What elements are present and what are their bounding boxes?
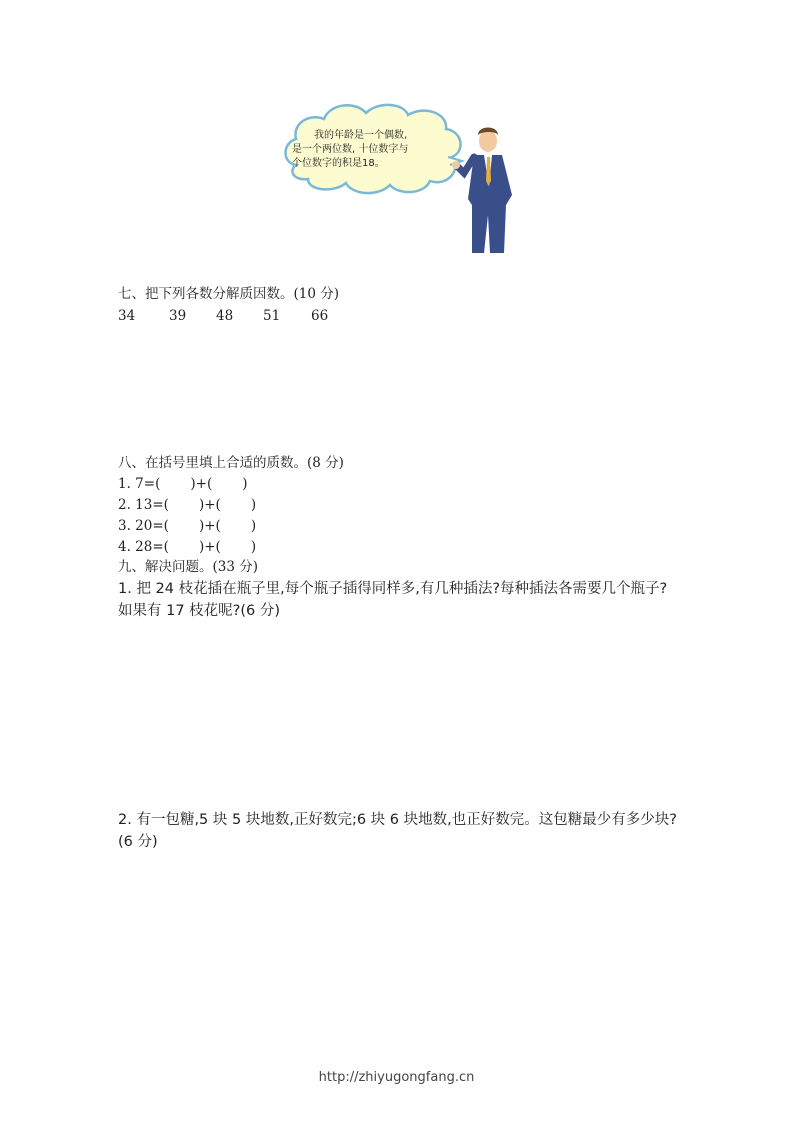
fill-item-1: 1. 7=( )+( ) [118, 476, 248, 492]
number-39: 39 [169, 308, 187, 324]
teacher-illustration [278, 95, 528, 257]
fill-item-4: 4. 28=( )+( ) [118, 539, 257, 555]
problem-1: 1. 把 24 枝花插在瓶子里,每个瓶子插得同样多,有几种插法?每种插法各需要几个瓶子?如果有 17 枝花呢?(6 分) [118, 581, 668, 619]
problem-2: 2. 有一包糖,5 块 5 块地数,正好数完;6 块 6 块地数,也正好数完。这包糖最少有多少块?(6 分) [118, 812, 677, 850]
section-7-heading: 七、把下列各数分解质因数。(10 分) [118, 286, 340, 302]
bubble-line-3: 个位数字的积是18。 [292, 158, 385, 169]
footer-url[interactable]: http://zhiyugongfang.cn [318, 1070, 475, 1085]
bubble-line-2: 是一个两位数, 十位数字与 [292, 144, 409, 155]
section-8-heading: 八、在括号里填上合适的质数。(8 分) [118, 455, 344, 471]
fill-item-3: 3. 20=( )+( ) [118, 518, 257, 534]
section-9-heading: 九、解决问题。(33 分) [118, 559, 259, 575]
speech-bubble-and-teacher-icon [278, 95, 528, 257]
number-51: 51 [263, 308, 281, 324]
bubble-line-1: 我的年龄是一个偶数, [314, 130, 408, 141]
number-48: 48 [216, 308, 234, 324]
fill-item-2: 2. 13=( )+( ) [118, 497, 257, 513]
number-66: 66 [311, 308, 329, 324]
number-34: 34 [118, 308, 136, 324]
